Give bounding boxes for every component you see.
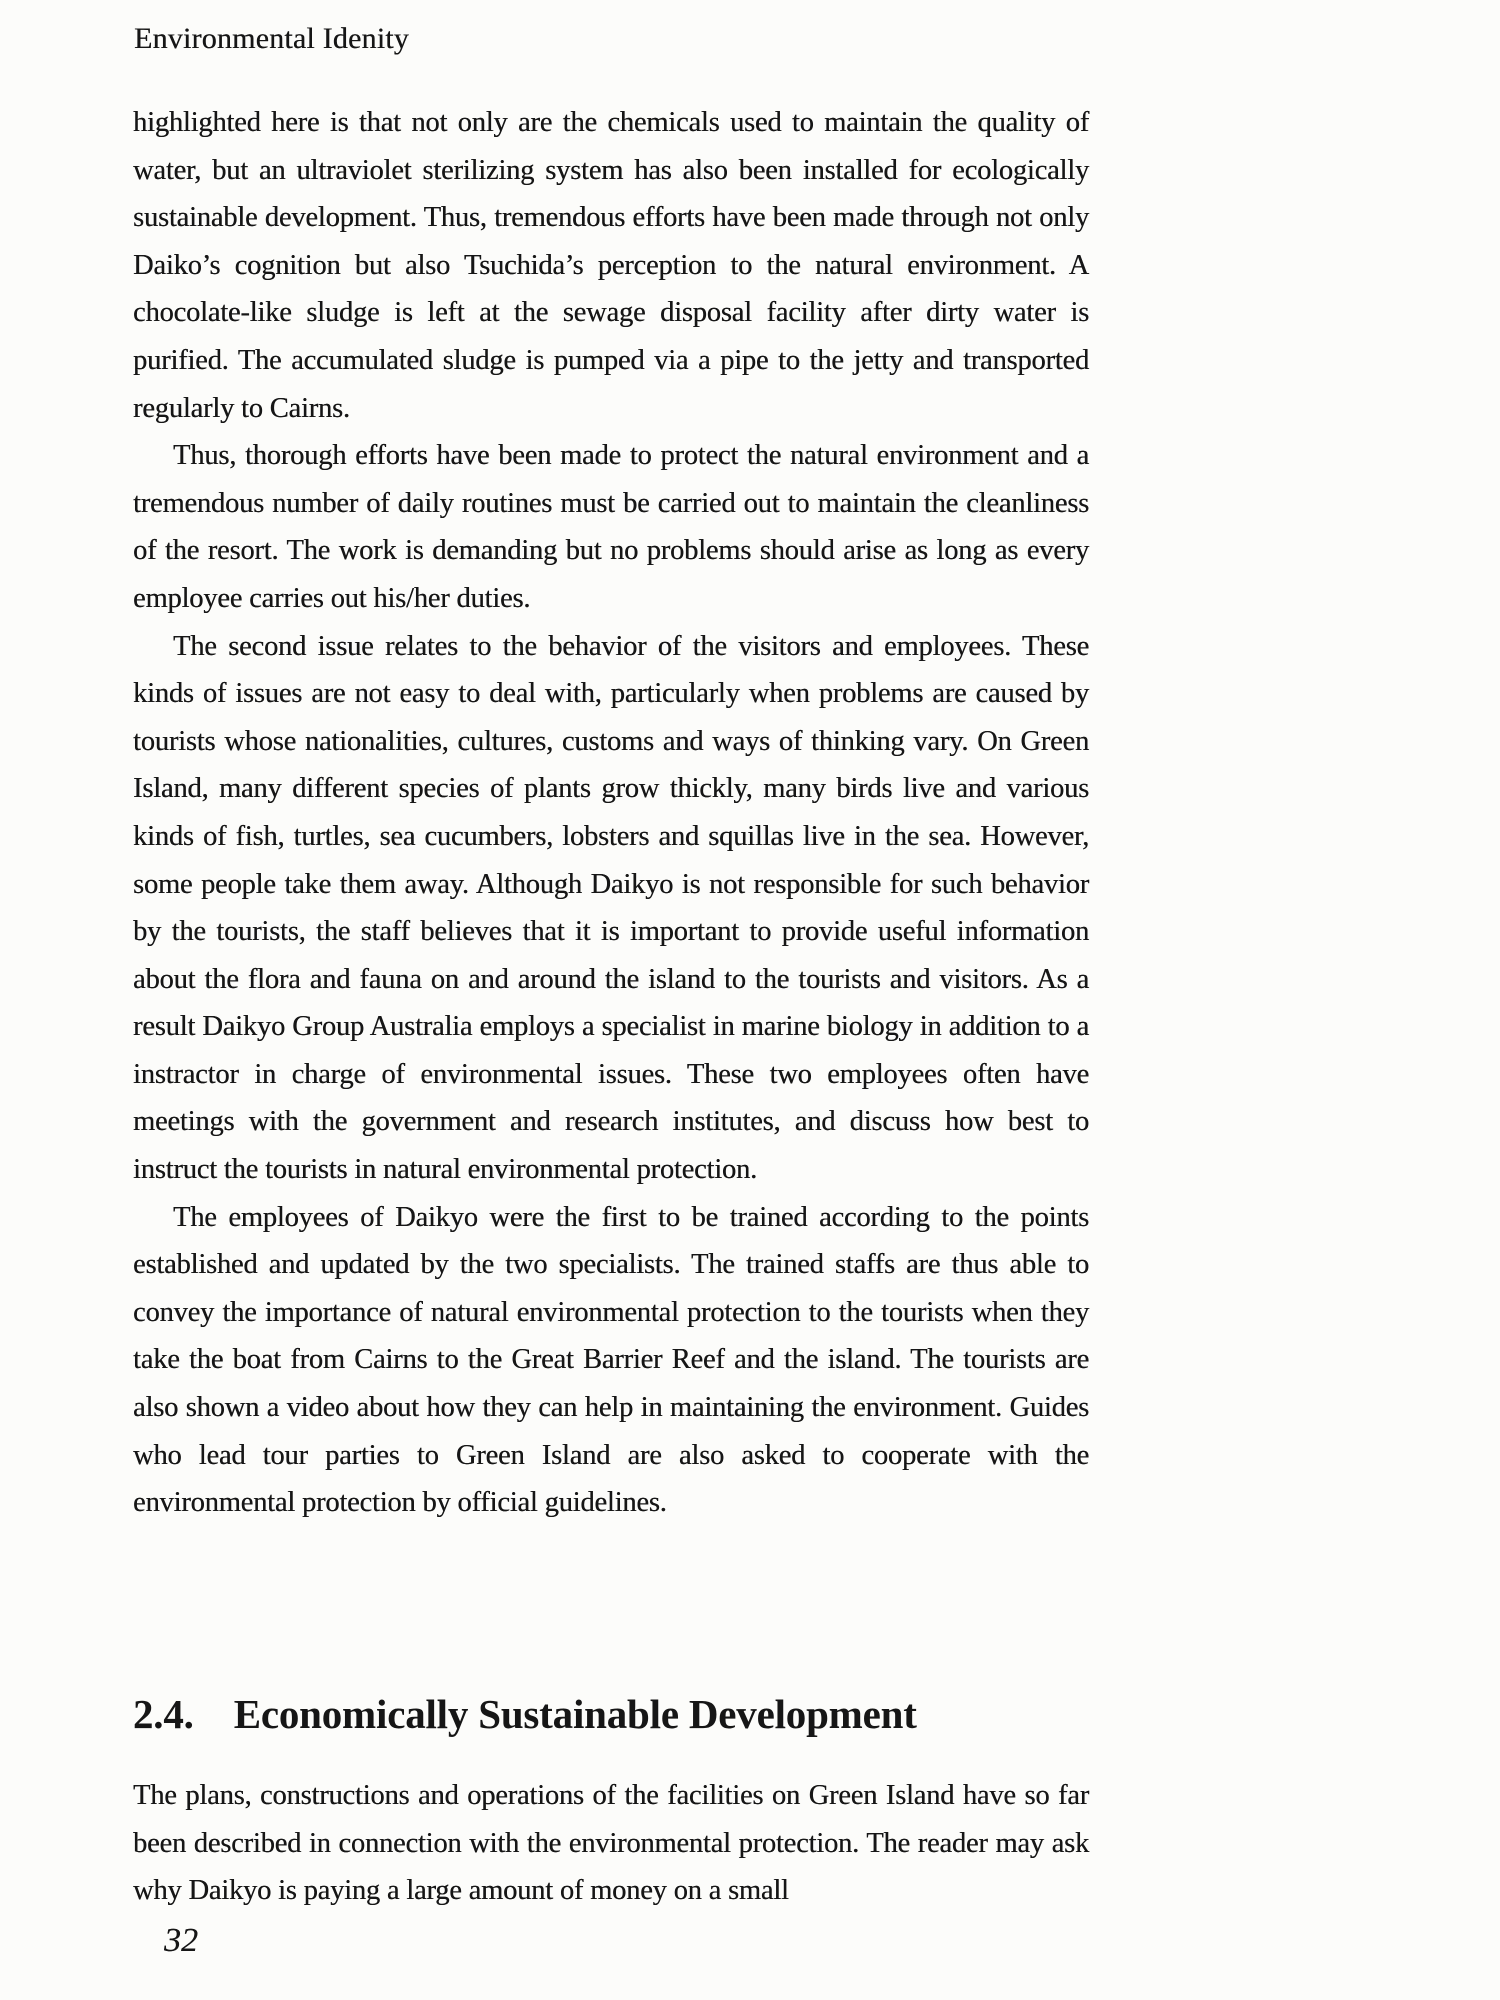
section-number: 2.4. (133, 1691, 194, 1737)
paragraph: The plans, constructions and operations of the facilities on Green Island have so far been described in connection with the environmental protection. The reader may ask why Daikyo is paying a large amount of money on a small (133, 1780, 1089, 1907)
paragraph: The second issue relates to the behavior of the visitors and employees. These kinds of issues are not easy to deal with, particularly when problems are caused by tourists whose nationalities, cultures, customs and ways of thinking vary. On Green Island, many different species of plants grow thickly, many birds live and various kinds of fish, turtles, sea cucumbers, lobsters and squillas live in the sea. However, some people take them away. Although Daikyo is not responsible for such behavior by the tourists, the staff believes that it is important to provide useful information about the flora and fauna on and around the island to the tourists and visitors. As a result Daikyo Group Australia employs a specialist in marine biology in addition to a instractor in charge of environmental issues. These two employees often have meetings with the government and research institutes, and discuss how best to instruct the tourists in natural environmental protection. (133, 630, 1089, 1186)
page-number: 32 (164, 1922, 198, 1959)
paragraph: The employees of Daikyo were the first to be trained according to the points established and updated by the two specialists. The trained staffs are thus able to convey the importance of natural environmental protection to the tourists when they take the boat from Cairns to the Great Barrier Reef and the island. The tourists are also shown a video about how they can help in maintaining the environment. Guides who lead tour parties to Green Island are also asked to cooperate with the environmental protection by official guidelines. (133, 1201, 1089, 1519)
section-heading (133, 1690, 917, 1738)
running-header: Environmental Idenity (134, 22, 409, 55)
section-title: Economically Sustainable Development (233, 1691, 917, 1737)
paragraph-continuation: highlighted here is that not only are the chemicals used to maintain the quality of water, but an ultraviolet sterilizing system has also been installed for ecologically sustainable development. Thus, tremendous efforts have been made through not only Daiko’s cognition but also Tsuchida’s perception to the natural environment. A chocolate-like sludge is left at the sewage disposal facility after dirty water is purified. The accumulated sludge is pumped via a pipe to the jetty and transported regularly to Cairns. (133, 107, 1089, 424)
body-text (133, 99, 1089, 1527)
section-body (133, 1772, 1089, 1915)
paragraph: Thus, thorough efforts have been made to protect the natural environment and a tremendous number of daily routines must be carried out to maintain the cleanliness of the resort. The work is demanding but no problems should arise as long as every employee carries out his/her duties. (133, 440, 1089, 614)
